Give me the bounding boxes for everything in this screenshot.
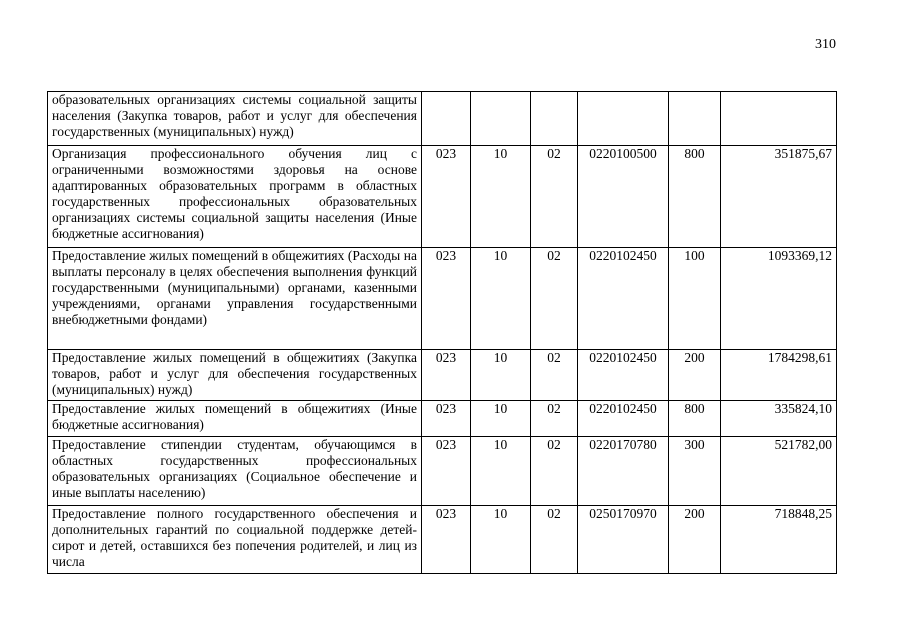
expense-type-code: 800 <box>669 401 721 437</box>
table-row <box>48 437 837 506</box>
row-description: Предоставление жилых помещений в общежитиях (Расходы на выплаты персоналу в целях обеспечения выполнения функций государственными (муниципальными) органами, казенными учреждениями, органами управления государственными внебюджетными фондами) <box>48 248 422 350</box>
row-description: Предоставление полного государственного обеспечения и дополнительных гарантий по социальной поддержке детей-сирот и детей, оставшихся без попечения родителей, и лиц из числа <box>48 506 422 574</box>
table-row <box>48 146 837 248</box>
section-code: 10 <box>471 248 531 350</box>
row-description: образовательных организациях системы социальной защиты населения (Закупка товаров, работ и услуг для обеспечения государственных (муниципальных) нужд) <box>48 92 422 146</box>
section-code: 10 <box>471 350 531 401</box>
expense-type-code: 300 <box>669 437 721 506</box>
section-code: 10 <box>471 506 531 574</box>
amount: 718848,25 <box>721 506 837 574</box>
table-row <box>48 506 837 574</box>
ministry-code: 023 <box>422 437 471 506</box>
expense-type-code: 800 <box>669 146 721 248</box>
ministry-code: 023 <box>422 350 471 401</box>
amount: 1093369,12 <box>721 248 837 350</box>
amount: 1784298,61 <box>721 350 837 401</box>
table-body <box>48 92 837 574</box>
target-article-code: 0220102450 <box>578 248 669 350</box>
target-article-code <box>578 92 669 146</box>
table-row <box>48 92 837 146</box>
target-article-code: 0220102450 <box>578 350 669 401</box>
row-description: Предоставление жилых помещений в общежитиях (Иные бюджетные ассигнования) <box>48 401 422 437</box>
table-row <box>48 350 837 401</box>
target-article-code: 0220100500 <box>578 146 669 248</box>
subsection-code: 02 <box>531 248 578 350</box>
subsection-code: 02 <box>531 350 578 401</box>
ministry-code: 023 <box>422 248 471 350</box>
ministry-code: 023 <box>422 146 471 248</box>
ministry-code: 023 <box>422 401 471 437</box>
target-article-code: 0220102450 <box>578 401 669 437</box>
budget-table <box>47 91 837 574</box>
table-row <box>48 401 837 437</box>
row-description: Предоставление стипендии студентам, обучающимся в областных государственных профессиональных образовательных организациях (Социальное обеспечение и иные выплаты населению) <box>48 437 422 506</box>
expense-type-code: 100 <box>669 248 721 350</box>
section-code: 10 <box>471 437 531 506</box>
amount: 351875,67 <box>721 146 837 248</box>
amount: 521782,00 <box>721 437 837 506</box>
page-number: 310 <box>815 37 836 52</box>
section-code: 10 <box>471 146 531 248</box>
subsection-code: 02 <box>531 146 578 248</box>
expense-type-code: 200 <box>669 506 721 574</box>
ministry-code <box>422 92 471 146</box>
section-code <box>471 92 531 146</box>
table-row <box>48 248 837 350</box>
subsection-code <box>531 92 578 146</box>
expense-type-code: 200 <box>669 350 721 401</box>
subsection-code: 02 <box>531 506 578 574</box>
ministry-code: 023 <box>422 506 471 574</box>
expense-type-code <box>669 92 721 146</box>
section-code: 10 <box>471 401 531 437</box>
subsection-code: 02 <box>531 401 578 437</box>
target-article-code: 0250170970 <box>578 506 669 574</box>
subsection-code: 02 <box>531 437 578 506</box>
row-description: Организация профессионального обучения лиц с ограниченными возможностями здоровья на основе адаптированных образовательных программ в областных государственных профессиональных образовательных организациях системы социальной защиты населения (Иные бюджетные ассигнования) <box>48 146 422 248</box>
amount: 335824,10 <box>721 401 837 437</box>
amount <box>721 92 837 146</box>
target-article-code: 0220170780 <box>578 437 669 506</box>
row-description: Предоставление жилых помещений в общежитиях (Закупка товаров, работ и услуг для обеспечения государственных (муниципальных) нужд) <box>48 350 422 401</box>
